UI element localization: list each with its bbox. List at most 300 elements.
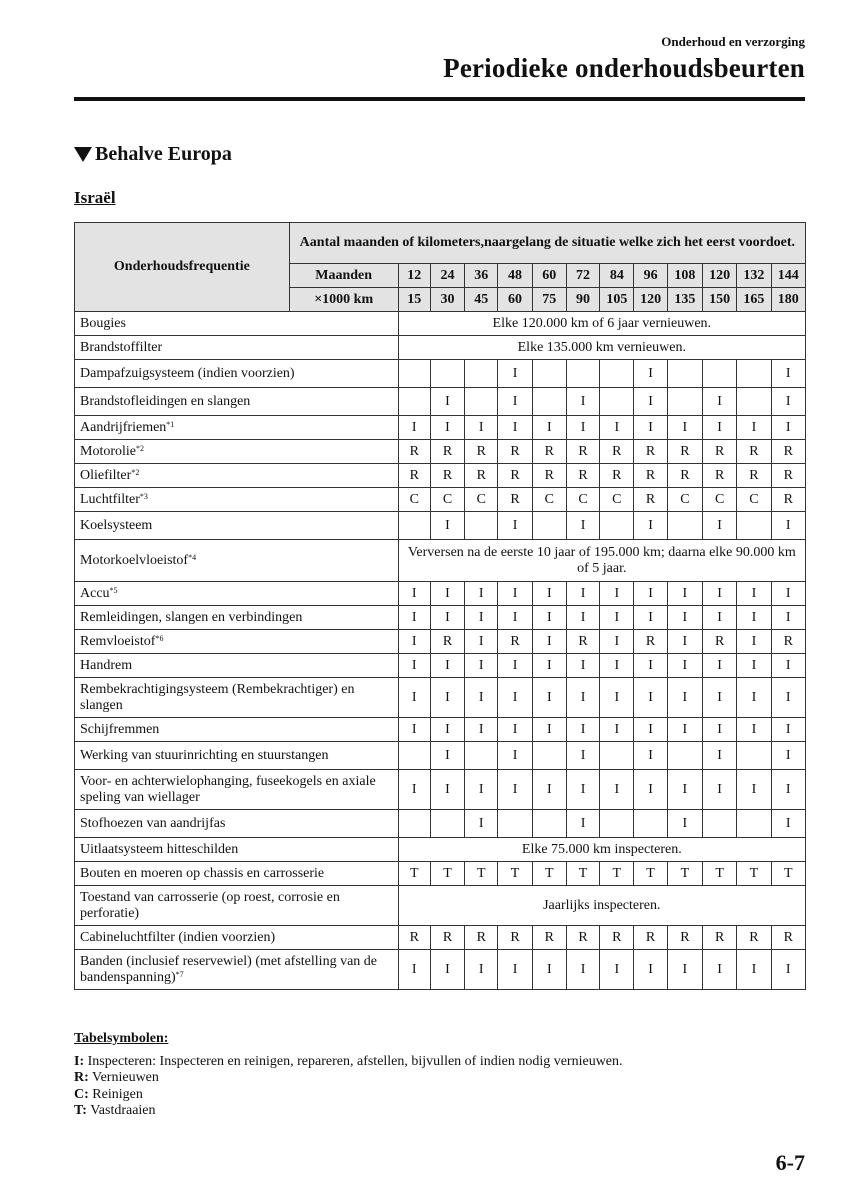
schedule-cell: I xyxy=(667,654,702,678)
km-label: ×1000 km xyxy=(289,288,398,312)
schedule-cell: R xyxy=(398,926,430,950)
page-number: 6-7 xyxy=(775,1150,805,1175)
schedule-cell: I xyxy=(667,416,702,440)
table-row xyxy=(75,630,806,654)
schedule-cell: I xyxy=(634,654,667,678)
schedule-cell xyxy=(600,810,634,838)
schedule-cell: I xyxy=(465,630,498,654)
section-label: Onderhoud en verzorging xyxy=(661,34,805,49)
schedule-cell: I xyxy=(600,718,634,742)
schedule-cell: I xyxy=(667,718,702,742)
schedule-cell: R xyxy=(737,440,771,464)
schedule-cell: T xyxy=(771,862,805,886)
item-label: Luchtfilter$^{*3}$ xyxy=(75,488,399,512)
schedule-cell: I xyxy=(498,654,532,678)
schedule-cell: R xyxy=(430,630,464,654)
schedule-cell: I xyxy=(771,770,805,810)
schedule-cell: I xyxy=(566,582,599,606)
schedule-cell: I xyxy=(737,606,771,630)
item-label: Voor- en achterwielophanging, fuseekogels en axiale speling van wiellager xyxy=(75,770,399,810)
schedule-cell: R xyxy=(430,464,464,488)
schedule-cell: C xyxy=(600,488,634,512)
item-label: Werking van stuurinrichting en stuurstangen xyxy=(75,742,399,770)
schedule-cell: C xyxy=(737,488,771,512)
schedule-cell: I xyxy=(566,654,599,678)
schedule-cell: I xyxy=(600,606,634,630)
km-cell: 90 xyxy=(566,288,599,312)
schedule-cell: I xyxy=(634,950,667,990)
table-row xyxy=(75,312,806,336)
footnote-marker: *6 xyxy=(155,633,164,643)
schedule-cell xyxy=(703,360,737,388)
schedule-cell: I xyxy=(771,360,805,388)
schedule-cell xyxy=(465,742,498,770)
schedule-cell: R xyxy=(398,464,430,488)
schedule-cell: R xyxy=(771,464,805,488)
schedule-cell: T xyxy=(465,862,498,886)
schedule-cell: I xyxy=(465,678,498,718)
schedule-cell: I xyxy=(634,416,667,440)
schedule-cell xyxy=(737,360,771,388)
schedule-cell: R xyxy=(600,926,634,950)
schedule-cell: I xyxy=(703,742,737,770)
schedule-cell: I xyxy=(703,582,737,606)
triangle-down-icon xyxy=(74,147,92,162)
schedule-cell: I xyxy=(465,606,498,630)
subheading-text: Behalve Europa xyxy=(95,143,232,165)
months-cell: 12 xyxy=(398,264,430,288)
schedule-cell: I xyxy=(566,718,599,742)
schedule-cell: I xyxy=(430,654,464,678)
schedule-cell: I xyxy=(737,654,771,678)
months-cell: 108 xyxy=(667,264,702,288)
schedule-cell: I xyxy=(465,950,498,990)
schedule-cell: R xyxy=(737,464,771,488)
schedule-cell: R xyxy=(771,630,805,654)
schedule-cell: I xyxy=(398,718,430,742)
schedule-cell: I xyxy=(634,742,667,770)
table-row xyxy=(75,718,806,742)
schedule-cell: R xyxy=(771,440,805,464)
table-row xyxy=(75,388,806,416)
schedule-cell: I xyxy=(771,742,805,770)
schedule-cell: R xyxy=(498,488,532,512)
schedule-cell: I xyxy=(566,388,599,416)
schedule-cell: I xyxy=(771,654,805,678)
months-cell: 132 xyxy=(737,264,771,288)
schedule-cell: T xyxy=(737,862,771,886)
schedule-cell: I xyxy=(532,770,566,810)
legend-entry: R: Vernieuwen xyxy=(74,1070,159,1085)
schedule-cell: I xyxy=(498,360,532,388)
schedule-cell xyxy=(498,810,532,838)
schedule-cell xyxy=(398,742,430,770)
schedule-cell: I xyxy=(532,630,566,654)
schedule-cell: I xyxy=(737,416,771,440)
item-label: Cabineluchtfilter (indien voorzien) xyxy=(75,926,399,950)
legend-entry: I: Inspecteren: Inspecteren en reinigen, repareren, afstellen, bijvullen of indien nodig vernieuwen. xyxy=(74,1053,623,1069)
schedule-cell: I xyxy=(703,606,737,630)
schedule-cell: R xyxy=(430,926,464,950)
schedule-cell: I xyxy=(566,770,599,810)
km-cell: 135 xyxy=(667,288,702,312)
schedule-cell: I xyxy=(430,606,464,630)
schedule-cell: I xyxy=(498,718,532,742)
schedule-cell: I xyxy=(498,950,532,990)
schedule-cell: I xyxy=(566,810,599,838)
item-label: Oliefilter$^{*2}$ xyxy=(75,464,399,488)
schedule-cell: I xyxy=(566,416,599,440)
schedule-cell: I xyxy=(634,606,667,630)
schedule-cell: I xyxy=(398,654,430,678)
schedule-cell: I xyxy=(498,678,532,718)
schedule-cell: I xyxy=(600,950,634,990)
schedule-cell: I xyxy=(465,718,498,742)
table-row xyxy=(75,540,806,582)
schedule-cell: R xyxy=(703,926,737,950)
item-label: Bougies xyxy=(75,312,399,336)
km-cell: 180 xyxy=(771,288,805,312)
schedule-cell: I xyxy=(667,678,702,718)
schedule-cell: C xyxy=(430,488,464,512)
schedule-cell: T xyxy=(566,862,599,886)
schedule-cell: I xyxy=(398,770,430,810)
schedule-cell: T xyxy=(667,862,702,886)
item-label: Motorolie$^{*2}$ xyxy=(75,440,399,464)
table-row xyxy=(75,464,806,488)
footnote-marker: *4 xyxy=(188,552,197,562)
km-cell: 120 xyxy=(634,288,667,312)
schedule-cell: I xyxy=(600,678,634,718)
schedule-cell: R xyxy=(667,464,702,488)
schedule-cell: I xyxy=(771,950,805,990)
schedule-cell: I xyxy=(532,678,566,718)
schedule-cell: I xyxy=(600,654,634,678)
schedule-cell: I xyxy=(634,770,667,810)
schedule-cell xyxy=(667,742,702,770)
schedule-cell xyxy=(465,512,498,540)
footnote-marker: *5 xyxy=(109,585,118,595)
schedule-cell: I xyxy=(532,416,566,440)
schedule-cell: R xyxy=(703,630,737,654)
item-label: Brandstofleidingen en slangen xyxy=(75,388,399,416)
months-cell: 84 xyxy=(600,264,634,288)
schedule-cell: I xyxy=(634,678,667,718)
schedule-cell: I xyxy=(771,388,805,416)
span-note: Elke 75.000 km inspecteren. xyxy=(398,838,805,862)
schedule-cell: R xyxy=(634,464,667,488)
schedule-cell: I xyxy=(634,512,667,540)
schedule-cell: R xyxy=(465,926,498,950)
schedule-cell: I xyxy=(667,950,702,990)
schedule-cell: I xyxy=(771,582,805,606)
item-label: Stofhoezen van aandrijfas xyxy=(75,810,399,838)
item-label: Remleidingen, slangen en verbindingen xyxy=(75,606,399,630)
item-label: Toestand van carrosserie (op roest, corrosie en perforatie) xyxy=(75,886,399,926)
schedule-cell: R xyxy=(498,464,532,488)
table-row xyxy=(75,678,806,718)
schedule-cell xyxy=(737,810,771,838)
months-cell: 120 xyxy=(703,264,737,288)
schedule-cell: I xyxy=(771,512,805,540)
schedule-cell: I xyxy=(566,512,599,540)
schedule-cell: R xyxy=(532,464,566,488)
legend xyxy=(74,1031,623,1120)
schedule-cell: C xyxy=(667,488,702,512)
schedule-cell: I xyxy=(398,416,430,440)
schedule-cell: R xyxy=(566,926,599,950)
schedule-cell: T xyxy=(634,862,667,886)
schedule-cell: I xyxy=(771,718,805,742)
months-cell: 72 xyxy=(566,264,599,288)
legend-entry: T: Vastdraaien xyxy=(74,1103,156,1118)
schedule-cell: I xyxy=(465,582,498,606)
page-header xyxy=(74,34,805,84)
schedule-cell xyxy=(398,810,430,838)
schedule-cell xyxy=(667,360,702,388)
schedule-cell: R xyxy=(498,630,532,654)
schedule-cell: R xyxy=(532,926,566,950)
table-row xyxy=(75,742,806,770)
item-label: Remvloeistof$^{*6}$ xyxy=(75,630,399,654)
item-label: Handrem xyxy=(75,654,399,678)
schedule-cell: I xyxy=(703,654,737,678)
schedule-cell: R xyxy=(634,926,667,950)
legend-entry: C: Reinigen xyxy=(74,1086,143,1102)
schedule-cell: R xyxy=(498,440,532,464)
schedule-cell: I xyxy=(600,416,634,440)
schedule-cell: I xyxy=(667,810,702,838)
schedule-cell: R xyxy=(600,440,634,464)
item-label: Accu$^{*5}$ xyxy=(75,582,399,606)
table-row xyxy=(75,862,806,886)
schedule-cell: R xyxy=(498,926,532,950)
page-title: Periodieke onderhoudsbeurten xyxy=(443,53,805,83)
schedule-cell: I xyxy=(600,770,634,810)
schedule-cell: I xyxy=(634,360,667,388)
table-row xyxy=(75,440,806,464)
schedule-cell: I xyxy=(771,678,805,718)
schedule-cell: I xyxy=(703,678,737,718)
schedule-cell: I xyxy=(737,718,771,742)
item-label: Schijfremmen xyxy=(75,718,399,742)
schedule-cell: R xyxy=(703,464,737,488)
months-cell: 48 xyxy=(498,264,532,288)
frequency-label: Onderhoudsfrequentie xyxy=(75,223,290,312)
schedule-cell: R xyxy=(703,440,737,464)
schedule-cell: I xyxy=(398,678,430,718)
schedule-cell: I xyxy=(566,678,599,718)
item-label: Dampafzuigsysteem (indien voorzien) xyxy=(75,360,399,388)
schedule-cell: I xyxy=(703,512,737,540)
schedule-cell: I xyxy=(703,388,737,416)
schedule-cell: T xyxy=(600,862,634,886)
footnote-marker: *3 xyxy=(139,491,148,501)
schedule-cell: C xyxy=(566,488,599,512)
schedule-cell xyxy=(600,388,634,416)
schedule-cell: R xyxy=(600,464,634,488)
span-note: Jaarlijks inspecteren. xyxy=(398,886,805,926)
interval-caption-row xyxy=(75,223,806,264)
km-cell: 30 xyxy=(430,288,464,312)
schedule-cell xyxy=(532,742,566,770)
schedule-cell xyxy=(600,360,634,388)
schedule-cell: I xyxy=(737,950,771,990)
schedule-cell: I xyxy=(430,388,464,416)
country-heading: Israël xyxy=(74,188,116,207)
schedule-cell: I xyxy=(465,416,498,440)
schedule-cell xyxy=(737,742,771,770)
schedule-cell: R xyxy=(566,464,599,488)
schedule-cell: I xyxy=(532,582,566,606)
schedule-cell: I xyxy=(703,950,737,990)
schedule-cell: R xyxy=(634,440,667,464)
schedule-cell xyxy=(532,360,566,388)
months-cell: 96 xyxy=(634,264,667,288)
schedule-cell: R xyxy=(465,440,498,464)
schedule-cell: R xyxy=(430,440,464,464)
schedule-cell: R xyxy=(532,440,566,464)
item-label: Koelsysteem xyxy=(75,512,399,540)
km-cell: 150 xyxy=(703,288,737,312)
schedule-cell: T xyxy=(498,862,532,886)
schedule-cell: I xyxy=(703,770,737,810)
table-row xyxy=(75,512,806,540)
schedule-cell: I xyxy=(566,606,599,630)
schedule-cell xyxy=(634,810,667,838)
schedule-cell: I xyxy=(532,718,566,742)
footnote-marker: *1 xyxy=(166,419,175,429)
km-cell: 165 xyxy=(737,288,771,312)
schedule-cell: I xyxy=(430,416,464,440)
interval-caption: Aantal maanden of kilometers,naargelang de situatie welke zich het eerst voordoet. xyxy=(289,223,805,264)
schedule-cell: I xyxy=(532,606,566,630)
schedule-cell: T xyxy=(532,862,566,886)
schedule-cell: I xyxy=(498,770,532,810)
schedule-cell: I xyxy=(430,770,464,810)
km-cell: 75 xyxy=(532,288,566,312)
table-row xyxy=(75,886,806,926)
schedule-cell xyxy=(532,388,566,416)
item-label: Uitlaatsysteem hitteschilden xyxy=(75,838,399,862)
item-label: Aandrijfriemen$^{*1}$ xyxy=(75,416,399,440)
months-cell: 144 xyxy=(771,264,805,288)
schedule-cell: I xyxy=(498,742,532,770)
months-cell: 24 xyxy=(430,264,464,288)
schedule-cell: I xyxy=(737,770,771,810)
schedule-cell: I xyxy=(667,630,702,654)
km-cell: 45 xyxy=(465,288,498,312)
schedule-cell: T xyxy=(703,862,737,886)
km-cell: 15 xyxy=(398,288,430,312)
schedule-cell: I xyxy=(703,718,737,742)
footnote-marker: *2 xyxy=(136,443,144,453)
schedule-cell xyxy=(430,810,464,838)
span-note: Verversen na de eerste 10 jaar of 195.000 km; daarna elke 90.000 km of 5 jaar. xyxy=(398,540,805,582)
footnote-marker: *7 xyxy=(175,969,184,979)
schedule-cell xyxy=(465,360,498,388)
schedule-cell: I xyxy=(600,582,634,606)
months-cell: 36 xyxy=(465,264,498,288)
schedule-cell: T xyxy=(398,862,430,886)
schedule-cell: I xyxy=(634,718,667,742)
schedule-cell: I xyxy=(667,770,702,810)
table-row xyxy=(75,926,806,950)
footnote-marker: *2 xyxy=(131,467,140,477)
schedule-cell xyxy=(465,388,498,416)
schedule-cell xyxy=(532,512,566,540)
schedule-cell: I xyxy=(430,742,464,770)
table-row xyxy=(75,488,806,512)
schedule-cell: I xyxy=(667,582,702,606)
header-rule xyxy=(74,97,805,101)
schedule-cell xyxy=(667,512,702,540)
schedule-cell: I xyxy=(430,582,464,606)
schedule-cell xyxy=(398,360,430,388)
subheading xyxy=(74,143,232,166)
table-row xyxy=(75,606,806,630)
schedule-cell: C xyxy=(398,488,430,512)
schedule-cell xyxy=(566,360,599,388)
schedule-cell xyxy=(600,512,634,540)
schedule-cell: T xyxy=(430,862,464,886)
schedule-cell: I xyxy=(532,950,566,990)
schedule-cell xyxy=(398,512,430,540)
schedule-cell: I xyxy=(600,630,634,654)
schedule-cell: I xyxy=(771,606,805,630)
schedule-cell: I xyxy=(498,582,532,606)
schedule-cell: R xyxy=(771,488,805,512)
schedule-cell: I xyxy=(465,770,498,810)
legend-title: Tabelsymbolen: xyxy=(74,1031,169,1046)
schedule-cell: I xyxy=(430,678,464,718)
table-row xyxy=(75,582,806,606)
schedule-cell: R xyxy=(771,926,805,950)
schedule-cell: I xyxy=(430,718,464,742)
schedule-cell xyxy=(703,810,737,838)
schedule-cell: I xyxy=(398,606,430,630)
schedule-cell: I xyxy=(667,606,702,630)
span-note: Elke 120.000 km of 6 jaar vernieuwen. xyxy=(398,312,805,336)
months-label: Maanden xyxy=(289,264,398,288)
schedule-cell: R xyxy=(634,630,667,654)
item-label: Banden (inclusief reservewiel) (met afstelling van de bandenspanning)$^{*7}$ xyxy=(75,950,399,990)
item-label: Bouten en moeren op chassis en carrosserie xyxy=(75,862,399,886)
schedule-cell: C xyxy=(703,488,737,512)
span-note: Elke 135.000 km vernieuwen. xyxy=(398,336,805,360)
schedule-cell: I xyxy=(398,950,430,990)
schedule-cell: I xyxy=(430,950,464,990)
table-row xyxy=(75,810,806,838)
schedule-cell: I xyxy=(498,512,532,540)
schedule-cell: R xyxy=(667,926,702,950)
schedule-cell: I xyxy=(532,654,566,678)
schedule-cell: I xyxy=(634,582,667,606)
table-row xyxy=(75,360,806,388)
schedule-cell: I xyxy=(398,582,430,606)
schedule-cell: C xyxy=(465,488,498,512)
schedule-cell: I xyxy=(398,630,430,654)
schedule-cell xyxy=(737,388,771,416)
schedule-cell: R xyxy=(566,630,599,654)
table-row xyxy=(75,838,806,862)
schedule-cell xyxy=(600,742,634,770)
schedule-cell: I xyxy=(566,950,599,990)
item-label: Rembekrachtigingsysteem (Rembekrachtiger) en slangen xyxy=(75,678,399,718)
schedule-cell xyxy=(737,512,771,540)
schedule-cell: I xyxy=(703,416,737,440)
schedule-cell: R xyxy=(465,464,498,488)
